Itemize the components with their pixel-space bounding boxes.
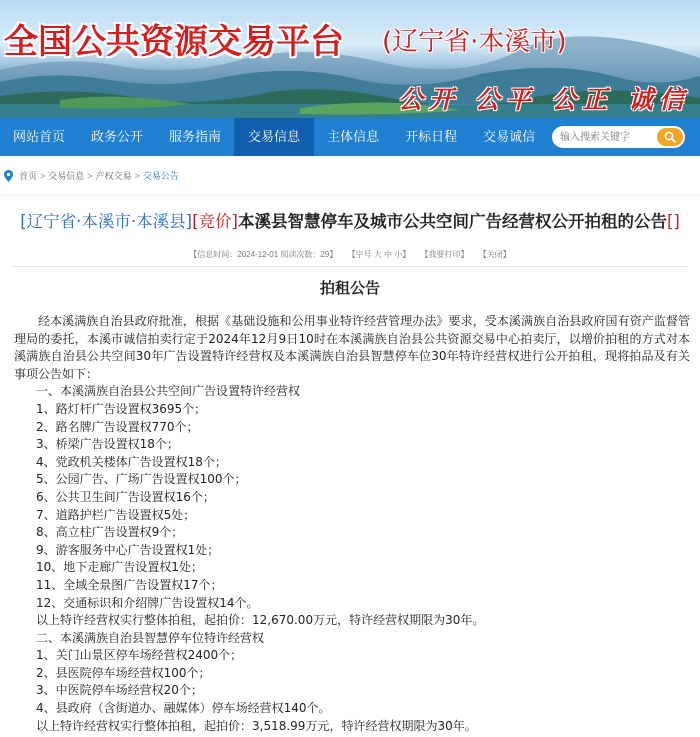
headline-region: [辽宁省·本溪市·本溪县] (20, 212, 193, 231)
breadcrumb-transaction-info[interactable]: 交易信息 (48, 171, 85, 181)
info-time: 【信息时间：2024-12-01 阅读次数：29】 (189, 250, 338, 259)
nav-item-transaction-integrity[interactable]: 交易诚信 (483, 129, 536, 144)
body-line: 9、游客服务中心广告设置权1处； (36, 542, 220, 557)
divider (12, 266, 688, 267)
nav-item-bid-schedule[interactable]: 开标日程 (405, 129, 458, 144)
search-input[interactable] (552, 126, 656, 148)
body-line: 1、路灯杆广告设置权3695个； (36, 401, 207, 416)
nav-item-service-guide[interactable]: 服务指南 (169, 129, 222, 144)
body-line: 7、道路护栏广告设置权5处； (36, 507, 196, 522)
font-size-control[interactable]: 【字号 大 中 小】 (347, 250, 411, 259)
body-line: 8、高立柱广告设置权9个； (36, 525, 184, 540)
article-meta (0, 249, 700, 260)
article-body (14, 313, 690, 735)
breadcrumb-current[interactable]: 交易公告 (142, 171, 179, 181)
breadcrumb-separator: > (87, 170, 93, 181)
body-line: 4、县政府（含街道办、融媒体）停车场经营权140个。 (36, 701, 331, 716)
body-line: 3、桥梁广告设置权18个； (36, 437, 179, 452)
main-nav (0, 118, 700, 156)
close-link[interactable]: 【关闭】 (478, 250, 511, 259)
breadcrumb-separator: > (134, 170, 140, 181)
document-title: 拍租公告 (319, 279, 380, 297)
body-line: 6、公共卫生间广告设置权16个； (36, 489, 215, 504)
breadcrumb-home[interactable]: 首页 (19, 171, 38, 181)
intro-paragraph: 经本溪满族自治县政府批准，根据《基础设施和公用事业特许经营管理办法》要求，受本溪满族自治县政府国有资产监督管理局的委托，本溪市诚信拍卖行定于2024年12月9日10时在本溪满族自治县公共资源交易中心拍卖厅，以增价拍租的方式对本溪满族自治县公共空间30年广告设置特许经营权及本溪满族自治县智慧停车位30年特许经营权进行公开拍租，现将拍品及有关事项公告如下： (14, 314, 690, 381)
headline-type: [竞价] (192, 212, 238, 231)
body-line: 1、关门山景区停车场经营权2400个； (36, 648, 243, 663)
body-line: 5、公园广告、广场广告设置权100个； (36, 472, 247, 487)
region-label: (辽宁省·本溪市) (382, 27, 567, 57)
nav-item-transaction-info[interactable]: 交易信息 (234, 118, 314, 156)
body-line: 11、全域全景图广告设置权17个； (36, 577, 223, 592)
body-line: 10、地下走廊广告设置权1处； (36, 560, 203, 575)
breadcrumb-separator: > (40, 170, 46, 181)
search-icon (664, 131, 676, 143)
headline-title: 本溪县智慧停车及城市公共空间广告经营权公开拍租的公告 (237, 212, 667, 231)
article-headline (0, 208, 700, 232)
breadcrumb-property-trading[interactable]: 产权交易 (95, 171, 132, 181)
body-line: 以上特许经营权实行整体拍租，起拍价：12,670.00万元，特许经营权期限为30年。 (36, 613, 485, 628)
body-line: 以上特许经营权实行整体拍租，起拍价：3,518.99万元，特许经营权期限为30年。 (36, 718, 477, 733)
body-line: 二、本溪满族自治县智慧停车位特许经营权 (36, 630, 265, 645)
body-line: 一、本溪满族自治县公共空间广告设置特许经营权 (36, 384, 301, 399)
body-line: 4、党政机关楼体广告设置权18个； (36, 454, 227, 469)
location-pin-icon (4, 170, 13, 182)
platform-title: 全国公共资源交易平台 (4, 22, 344, 62)
headline-tail: [] (666, 212, 680, 231)
slogan: 公开 公平 公正 诚信 (397, 85, 690, 114)
body-line: 2、县医院停车场经营权100个； (36, 665, 211, 680)
search-button[interactable] (657, 128, 683, 146)
nav-item-home[interactable]: 网站首页 (13, 129, 66, 144)
body-line: 12、交通标识和介绍牌广告设置权14个。 (36, 595, 259, 610)
body-line: 3、中医院停车场经营权20个； (36, 683, 203, 698)
body-line: 2、路名牌广告设置权770个； (36, 419, 199, 434)
site-banner (0, 0, 700, 118)
nav-item-entity-info[interactable]: 主体信息 (327, 129, 380, 144)
nav-item-government-affairs[interactable]: 政务公开 (91, 129, 144, 144)
search-box (552, 126, 685, 148)
breadcrumb (0, 156, 700, 196)
print-link[interactable]: 【我要打印】 (420, 250, 469, 259)
